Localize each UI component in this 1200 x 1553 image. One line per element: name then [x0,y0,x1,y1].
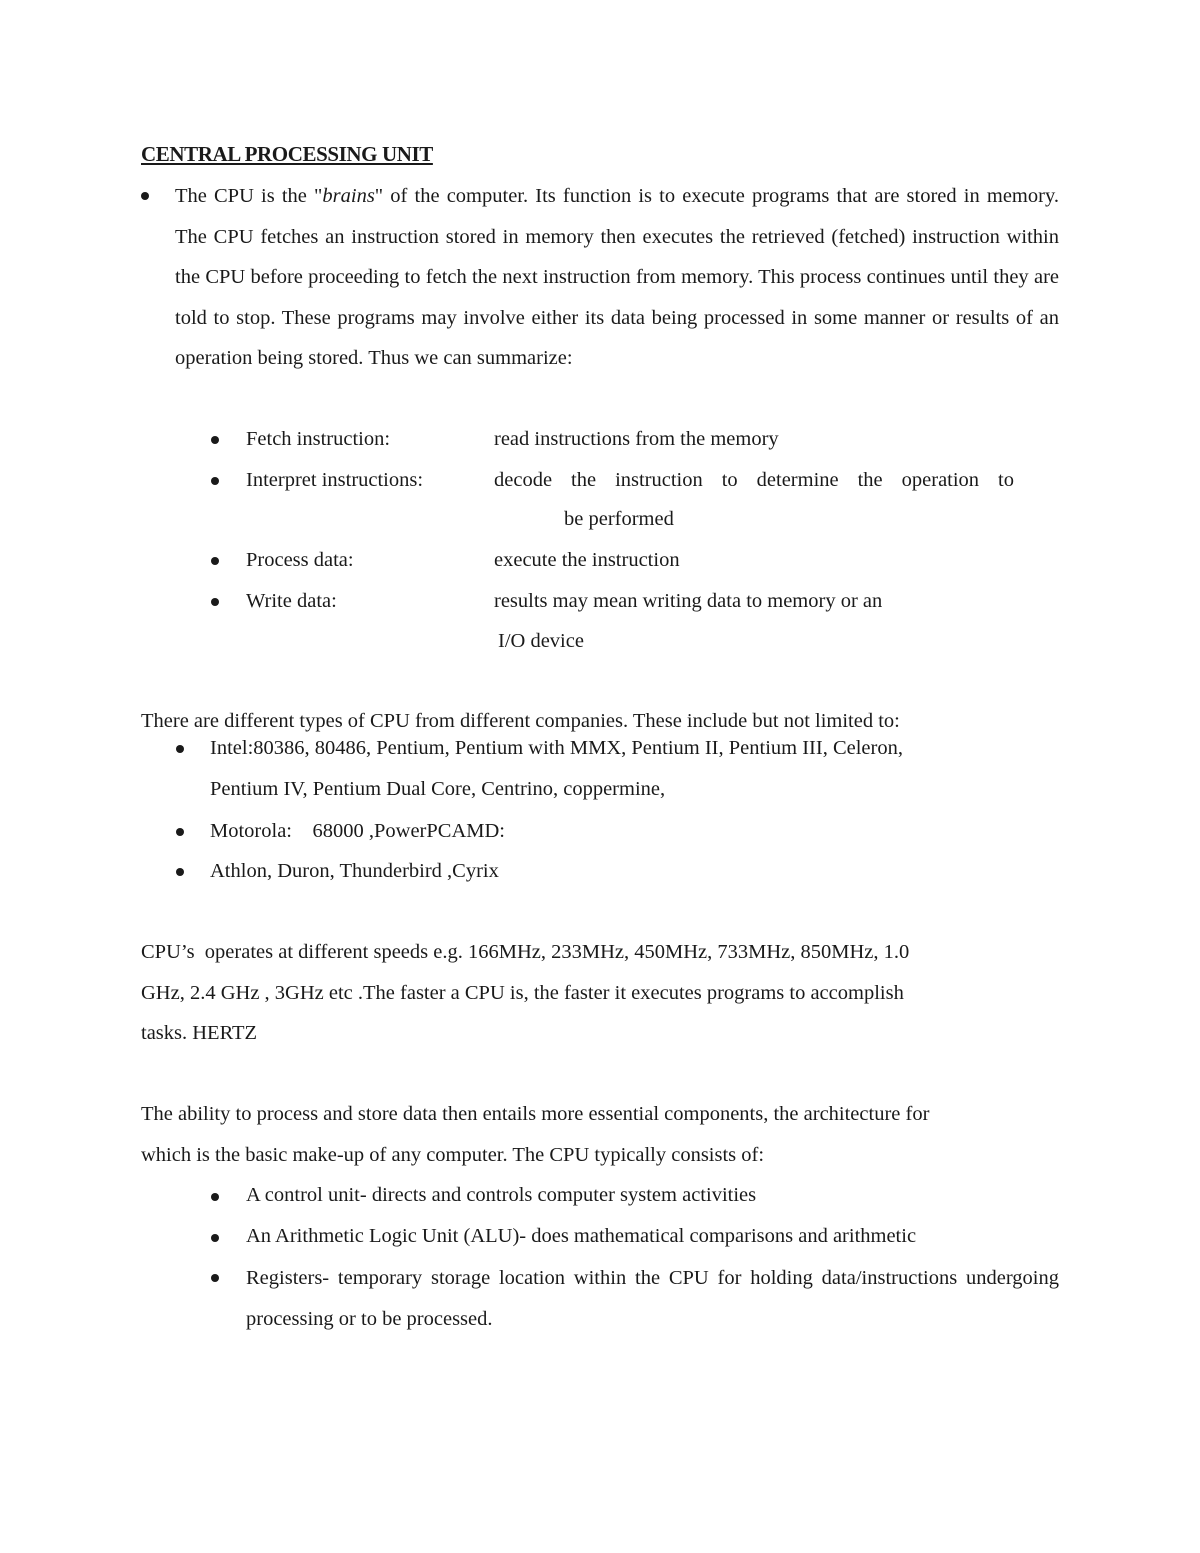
bullet-icon [141,192,149,200]
cpu-type-amd: Athlon, Duron, Thunderbird ,Cyrix [210,860,499,882]
component-registers: Registers- temporary storage location within the CPU for holding data/instructions undergoing processing or to be processed. [246,1267,1059,1330]
cpu-type-motorola: Motorola: 68000 ,PowerPCAMD: [210,820,505,842]
intro-text-start: The CPU is the " [175,185,323,207]
bullet-icon [176,745,184,753]
speeds-text: GHz, 2.4 GHz , 3GHz etc .The faster a CPU is, the faster it executes programs to accomplish [141,982,904,1004]
component-control-unit: A control unit- directs and controls computer system activities [246,1184,757,1206]
page-title: CENTRAL PROCESSING UNIT [141,142,433,166]
summary-term: Process data: [246,549,354,571]
speeds-text: tasks. HERTZ [141,1022,258,1044]
ability-text: which is the basic make-up of any computer. The CPU typically consists of: [141,1144,765,1166]
types-intro: There are different types of CPU from different companies. These include but not limited to: [141,710,900,732]
bullet-icon [211,1234,219,1242]
summary-def-continued: be performed [564,508,674,530]
bullet-icon [176,868,184,876]
summary-def: execute the instruction [494,549,680,571]
cpu-type-intel: Intel:80386, 80486, Pentium, Pentium with MMX, Pentium II, Pentium III, Celeron, [210,737,903,759]
bullet-icon [211,436,219,444]
summary-def: read instructions from the memory [494,428,779,450]
summary-term: Fetch instruction: [246,428,391,450]
summary-term: Interpret instructions: [246,469,424,491]
intro-paragraph [175,176,1059,379]
bullet-icon [211,477,219,485]
bullet-icon [211,1274,219,1282]
intro-emphasis: brains [322,185,375,207]
intro-text-rest: " of the computer. Its function is to execute programs that are stored in memory. The CPU fetches an instruction stored in memory then executes the retrieved (fetched) instruction within the CPU before proceeding to fetch the next instruction from memory. This process continues until they are told to stop. These programs may involve either its data being processed in some manner or results of an operation being stored. Thus we can summarize: [175,185,1059,369]
component-alu: An Arithmetic Logic Unit (ALU)- does mathematical comparisons and arithmetic [246,1225,917,1247]
summary-def-continued: I/O device [498,630,584,652]
cpu-type-intel-continued: Pentium IV, Pentium Dual Core, Centrino, coppermine, [210,778,666,800]
summary-def: decode the instruction to determine the operation to [494,469,1014,491]
summary-term: Write data: [246,590,337,612]
speeds-text: CPU’s operates at different speeds e.g. 166MHz, 233MHz, 450MHz, 733MHz, 850MHz, 1.0 [141,941,910,963]
bullet-icon [176,828,184,836]
ability-text: The ability to process and store data then entails more essential components, the architecture for [141,1103,930,1125]
summary-def: results may mean writing data to memory or an [494,590,883,612]
bullet-icon [211,1193,219,1201]
bullet-icon [211,598,219,606]
bullet-icon [211,557,219,565]
